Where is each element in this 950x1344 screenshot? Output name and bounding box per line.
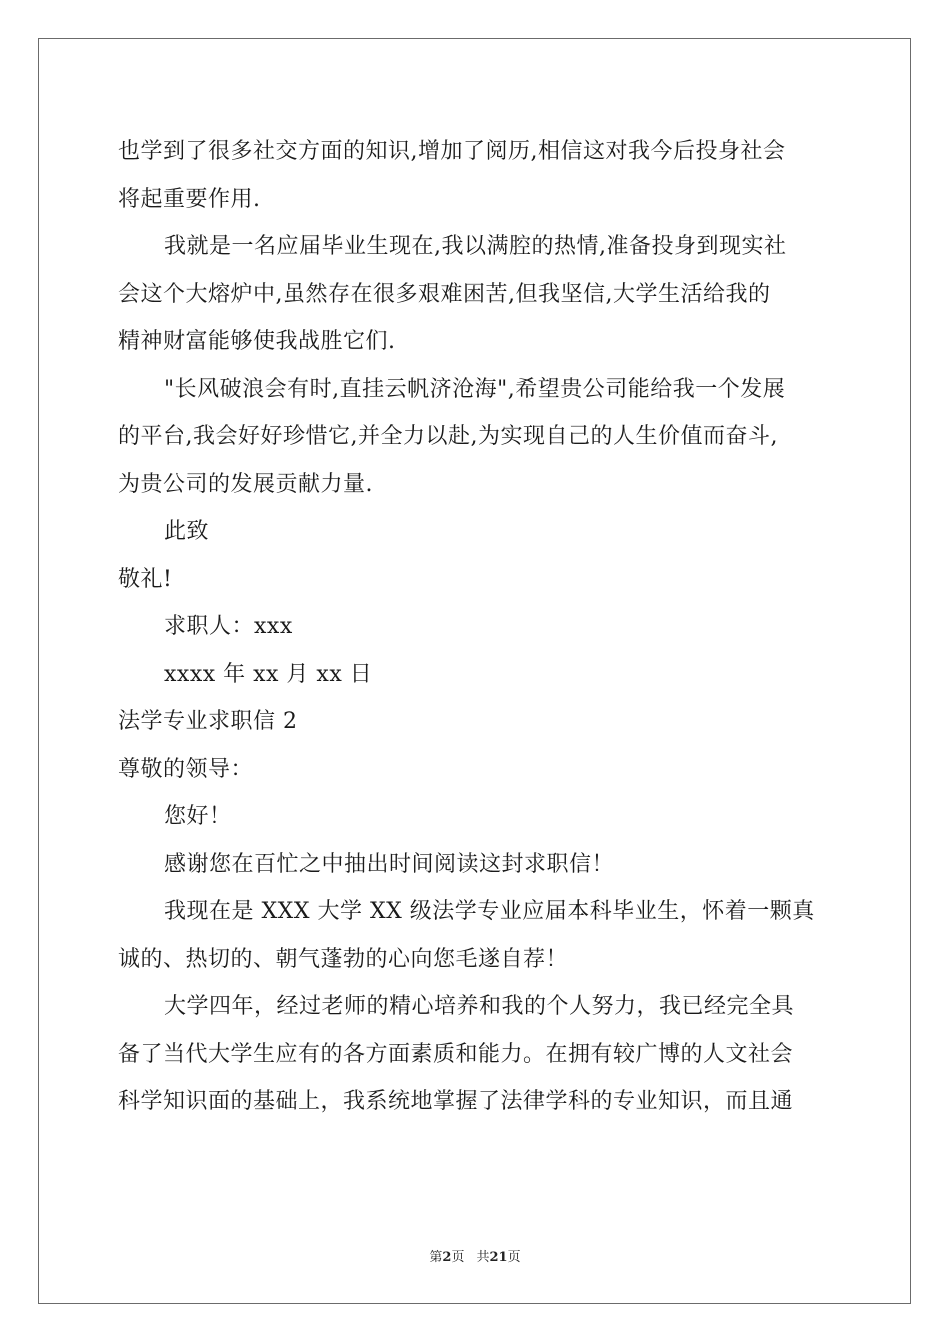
text-line-7: 的平台,我会好好珍惜它,并全力以赴,为实现自己的人生价值而奋斗, — [118, 424, 778, 449]
text-line-18: 诚的、热切的、朝气蓬勃的心向您毛遂自荐！ — [118, 946, 569, 972]
text-line-8: 为贵公司的发展贡献力量. — [118, 471, 373, 497]
total-suffix: 页 — [507, 1250, 521, 1265]
page-footer — [0, 1246, 950, 1265]
text-line-6: "长风破浪会有时,直挂云帆济沧海",希望贵公司能给我一个发展 — [164, 376, 786, 402]
text-line-21: 科学知识面的基础上，我系统地掌握了法律学科的专业知识，而且通 — [118, 1089, 794, 1114]
page-total-number: 21 — [489, 1250, 508, 1265]
page-suffix: 页 — [451, 1250, 465, 1265]
letter-date: xxxx 年 xx 月 xx 日 — [164, 661, 373, 687]
text-line-2: 将起重要作用. — [118, 186, 261, 212]
greeting-hello: 您好！ — [164, 804, 232, 829]
total-prefix: 共 — [476, 1250, 490, 1265]
closing-salutation: 此致 — [164, 519, 210, 544]
text-line-1: 也学到了很多社交方面的知识,增加了阅历,相信这对我今后投身社会 — [118, 139, 786, 164]
text-line-4: 会这个大熔炉中,虽然存在很多艰难困苦,但我坚信,大学生活给我的 — [118, 281, 771, 307]
page-prefix: 第 — [429, 1250, 443, 1265]
text-line-16: 感谢您在百忙之中抽出时间阅读这封求职信！ — [164, 851, 615, 877]
text-line-17: 我现在是 XXX 大学 XX 级法学专业应届本科毕业生，怀着一颗真 — [164, 899, 815, 924]
greeting: 尊敬的领导： — [118, 756, 254, 782]
section-title: 法学专业求职信 2 — [118, 709, 298, 734]
text-line-20: 备了当代大学生应有的各方面素质和能力。在拥有较广博的人文社会 — [118, 1041, 794, 1067]
closing-regards: 敬礼! — [118, 566, 173, 592]
page-current-number: 2 — [442, 1250, 452, 1265]
text-line-3: 我就是一名应届毕业生现在,我以满腔的热情,准备投身到现实社 — [164, 234, 787, 259]
document-body — [118, 128, 834, 1126]
text-line-19: 大学四年，经过老师的精心培养和我的个人努力，我已经完全具 — [164, 994, 795, 1019]
text-line-5: 精神财富能够使我战胜它们. — [118, 329, 396, 354]
applicant-signature: 求职人：xxx — [164, 614, 293, 639]
